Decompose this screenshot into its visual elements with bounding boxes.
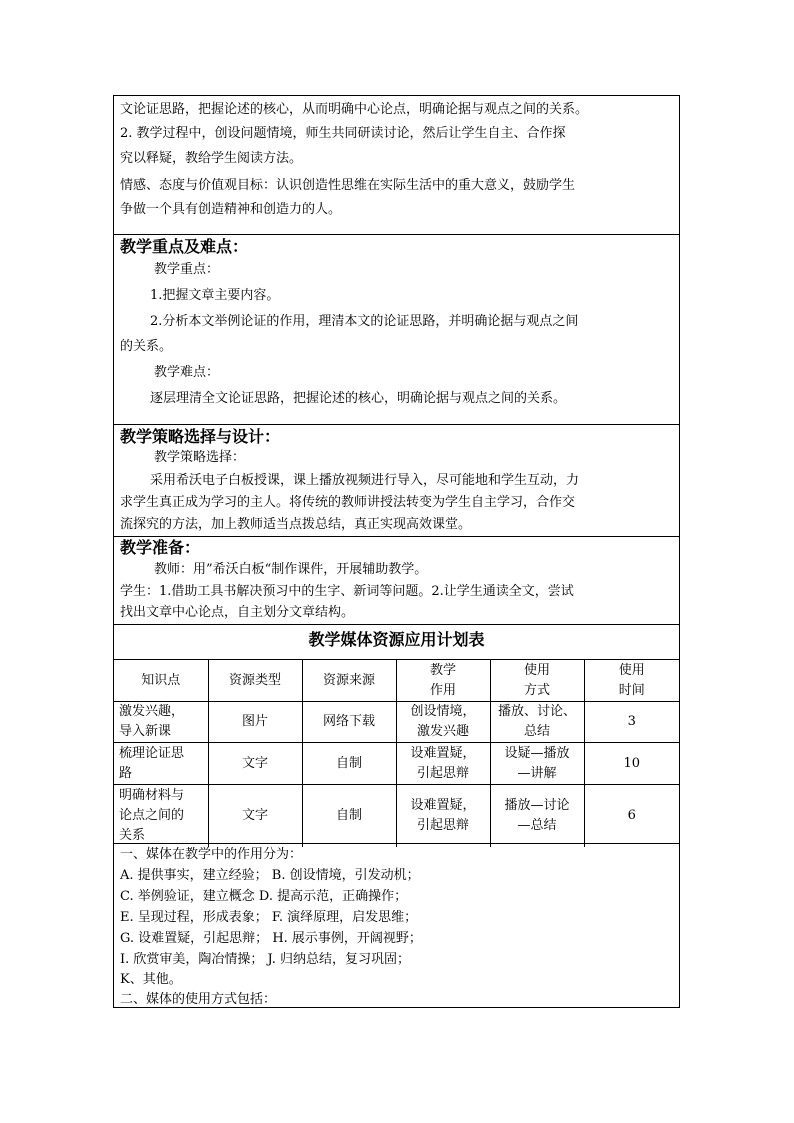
cell-line: 图片 bbox=[241, 714, 268, 729]
media-notes-line-8: 二、媒体的使用方式包括： bbox=[120, 992, 277, 1007]
key-points-line-6: 逐层理清全文论证思路，把握论述的核心，明确论据与观点之间的关系。 bbox=[150, 391, 567, 406]
cell-line: 设难置疑， bbox=[410, 745, 476, 761]
objective-line-3: 究以释疑，教给学生阅读方法。 bbox=[120, 151, 303, 166]
header-teaching-role bbox=[396, 660, 490, 702]
media-notes-line-3: C. 举例验证，建立概念 D. 提高示范，正确操作； bbox=[120, 889, 408, 904]
lesson-plan-frame bbox=[113, 95, 680, 1008]
key-points-line-5: 教学难点： bbox=[154, 365, 220, 380]
header-line: 知识点 bbox=[141, 672, 181, 688]
media-notes-section bbox=[114, 843, 679, 1007]
header-resource-source bbox=[302, 660, 396, 702]
cell-resource-source bbox=[302, 702, 396, 743]
header-line: 时间 bbox=[618, 682, 645, 698]
preparation-line-2: 学生：1.借助工具书解决预习中的生字、新词等问题。2.让学生通读全文，尝试 bbox=[120, 584, 574, 599]
cell-line: 文字 bbox=[241, 755, 268, 771]
preparation-line-3: 找出文章中心论点，自主划分文章结构。 bbox=[120, 605, 355, 620]
media-table-title: 教学媒体资源应用计划表 bbox=[308, 630, 485, 649]
media-notes-line-4: E. 呈现过程，形成表象； F. 演绎原理，启发思维； bbox=[120, 910, 418, 925]
header-line: 教学 bbox=[429, 662, 456, 678]
strategy-heading: 教学策略选择与设计： bbox=[120, 427, 281, 446]
cell-line: 6 bbox=[627, 807, 636, 823]
header-line: 方式 bbox=[523, 682, 550, 698]
header-line: 使用 bbox=[618, 662, 645, 678]
cell-line: 3 bbox=[627, 714, 636, 729]
key-points-line-1: 教学重点： bbox=[154, 262, 220, 277]
table-row bbox=[114, 702, 679, 743]
media-notes-line-7: K、其他。 bbox=[120, 972, 182, 987]
cell-usage-method bbox=[490, 785, 584, 847]
preparation-line-1: 教师：用”希沃白板“制作课件，开展辅助教学。 bbox=[154, 562, 428, 577]
strategy-line-2: 采用希沃电子白板授课，课上播放视频进行导入，尽可能地和学生互动，力 bbox=[150, 473, 580, 488]
strategy-line-1: 教学策略选择： bbox=[154, 450, 246, 465]
strategy-line-4: 流探究的方法，加上教师适当点拨总结，真正实现高效课堂。 bbox=[120, 517, 472, 532]
key-points-heading: 教学重点及难点： bbox=[120, 237, 249, 256]
cell-usage-time bbox=[584, 702, 679, 743]
objective-line-5: 争做一个具有创造精神和创造力的人。 bbox=[120, 202, 342, 217]
cell-line: 10 bbox=[623, 755, 641, 771]
cell-line: 总结 bbox=[523, 724, 550, 739]
cell-line: 创设情境， bbox=[410, 704, 476, 719]
strategy-section bbox=[114, 425, 679, 537]
media-notes-line-5: G. 设难置疑，引起思辩； H. 展示事例，开阔视野； bbox=[120, 931, 422, 946]
header-line: 使用 bbox=[523, 662, 550, 678]
cell-line: 梳理论证思 bbox=[119, 745, 185, 761]
key-points-line-4: 的关系。 bbox=[120, 339, 173, 354]
header-knowledge-point bbox=[114, 660, 208, 702]
table-row bbox=[114, 785, 679, 847]
cell-line: 播放、讨论、 bbox=[497, 704, 576, 719]
media-notes-line-6: I. 欣赏审美，陶冶情操； J. 归纳总结，复习巩固； bbox=[120, 952, 410, 967]
cell-line: 自制 bbox=[335, 807, 362, 823]
key-points-section bbox=[114, 235, 679, 425]
cell-line: 激发兴趣， bbox=[119, 704, 185, 719]
cell-resource-type bbox=[208, 743, 302, 785]
cell-teaching-role bbox=[396, 702, 490, 743]
cell-usage-method bbox=[490, 702, 584, 743]
cell-line: 关系 bbox=[119, 827, 146, 843]
cell-resource-type bbox=[208, 785, 302, 847]
header-usage-time bbox=[584, 660, 679, 702]
header-line: 资源类型 bbox=[228, 672, 281, 688]
preparation-heading: 教学准备： bbox=[120, 538, 201, 557]
table-header-row bbox=[114, 660, 679, 702]
preparation-section bbox=[114, 537, 679, 625]
cell-teaching-role bbox=[396, 743, 490, 785]
cell-line: 引起思辩 bbox=[416, 765, 469, 781]
cell-usage-time bbox=[584, 743, 679, 785]
cell-line: 激发兴趣 bbox=[416, 724, 469, 739]
cell-line: —总结 bbox=[517, 817, 557, 833]
cell-line: 设难置疑， bbox=[410, 797, 476, 813]
cell-teaching-role bbox=[396, 785, 490, 847]
media-table bbox=[114, 659, 679, 847]
cell-usage-time bbox=[584, 785, 679, 847]
media-notes-line-2: A. 提供事实，建立经验； B. 创设情境，引发动机； bbox=[120, 868, 420, 883]
cell-line: —讲解 bbox=[517, 765, 557, 781]
objective-line-1: 文论证思路，把握论述的核心，从而明确中心论点，明确论据与观点之间的关系。 bbox=[120, 102, 589, 117]
cell-line: 播放—讨论 bbox=[504, 797, 570, 813]
cell-knowledge-point bbox=[114, 785, 208, 847]
cell-usage-method bbox=[490, 743, 584, 785]
objective-line-2: 2. 教学过程中，创设问题情境，师生共同研读讨论，然后让学生自主、合作探 bbox=[120, 126, 566, 141]
cell-line: 明确材料与 bbox=[119, 787, 185, 803]
cell-line: 路 bbox=[119, 765, 133, 781]
key-points-line-3: 2.分析本文举例论证的作用，理清本文的论证思路，并明确论据与观点之间 bbox=[150, 314, 579, 329]
table-row bbox=[114, 743, 679, 785]
cell-resource-type bbox=[208, 702, 302, 743]
media-notes-line-1: 一、媒体在教学中的作用分为： bbox=[120, 847, 303, 862]
header-resource-type bbox=[208, 660, 302, 702]
cell-line: 文字 bbox=[241, 807, 268, 823]
cell-line: 网络下载 bbox=[322, 714, 375, 729]
cell-knowledge-point bbox=[114, 702, 208, 743]
header-line: 资源来源 bbox=[322, 672, 375, 688]
cell-line: 引起思辩 bbox=[416, 817, 469, 833]
header-line: 作用 bbox=[429, 682, 456, 698]
cell-resource-source bbox=[302, 785, 396, 847]
cell-line: 论点之间的 bbox=[119, 807, 185, 823]
cell-resource-source bbox=[302, 743, 396, 785]
objective-line-4: 情感、态度与价值观目标：认识创造性思维在实际生活中的重大意义，鼓励学生 bbox=[120, 178, 576, 193]
cell-line: 导入新课 bbox=[119, 724, 172, 739]
strategy-line-3: 求学生真正成为学习的主人。将传统的教师讲授法转变为学生自主学习，合作交 bbox=[120, 495, 576, 510]
cell-line: 自制 bbox=[335, 755, 362, 771]
cell-line: 设疑—播放 bbox=[504, 745, 570, 761]
key-points-line-2: 1.把握文章主要内容。 bbox=[150, 288, 280, 303]
cell-knowledge-point bbox=[114, 743, 208, 785]
objectives-section bbox=[114, 96, 679, 235]
header-usage-method bbox=[490, 660, 584, 702]
